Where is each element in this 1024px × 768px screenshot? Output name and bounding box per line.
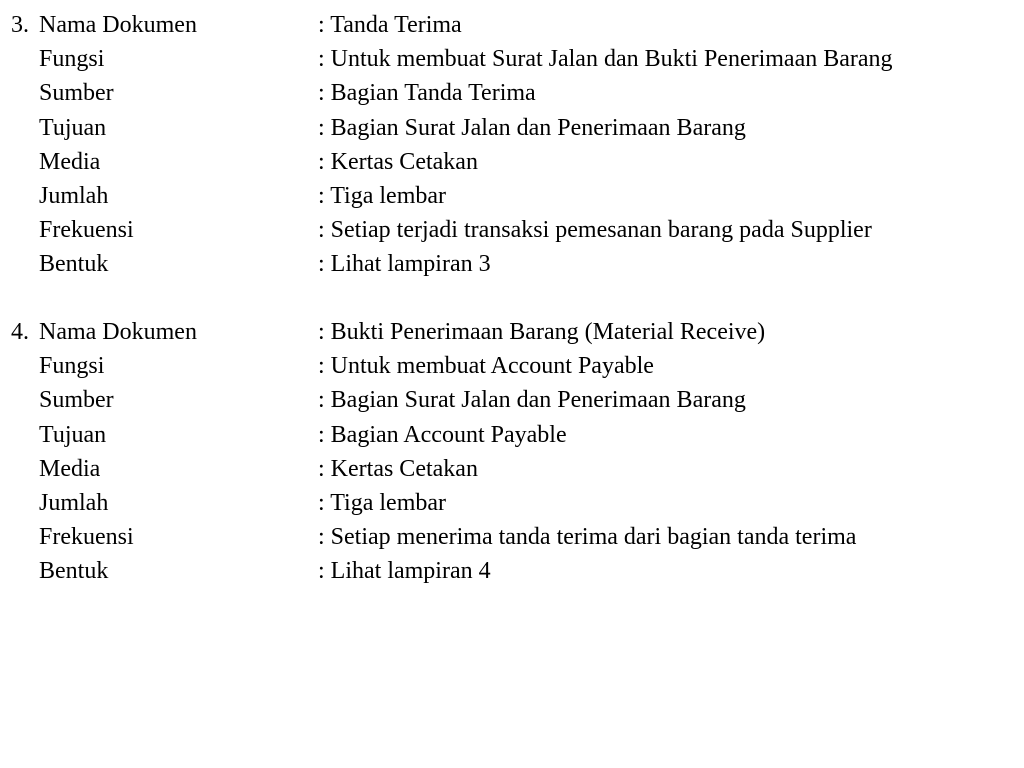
field-label: Tujuan bbox=[39, 114, 107, 141]
field-value: : Tiga lembar bbox=[318, 489, 447, 516]
field-label: Nama Dokumen bbox=[39, 319, 197, 345]
document-row-tujuan bbox=[0, 111, 1024, 145]
field-value: : Bagian Surat Jalan dan Penerimaan Barang bbox=[318, 387, 746, 414]
field-value: : Kertas Cetakan bbox=[318, 148, 478, 175]
field-label: Nama Dokumen bbox=[39, 12, 197, 38]
document-section-3 bbox=[0, 8, 1024, 282]
field-value: : Lihat lampiran 4 bbox=[318, 558, 491, 585]
document-row-tujuan bbox=[0, 418, 1024, 452]
document-row-fungsi bbox=[0, 42, 1024, 76]
document-row-jumlah bbox=[0, 179, 1024, 213]
field-value: : Lihat lampiran 3 bbox=[318, 251, 491, 278]
field-value: : Untuk membuat Surat Jalan dan Bukti Penerimaan Barang bbox=[318, 46, 893, 73]
field-value: : Setiap terjadi transaksi pemesanan barang pada Supplier bbox=[318, 217, 872, 244]
document-row-sumber bbox=[0, 76, 1024, 110]
document-row-frekuensi bbox=[0, 213, 1024, 247]
field-label: Bentuk bbox=[39, 558, 109, 585]
field-label: Tujuan bbox=[39, 421, 107, 448]
document-row-bentuk bbox=[0, 554, 1024, 588]
document-section-4 bbox=[0, 315, 1024, 589]
field-label: Jumlah bbox=[39, 489, 109, 516]
document-row-nama-dokumen bbox=[0, 8, 1024, 42]
field-label: Sumber bbox=[39, 80, 114, 107]
section-number: 3. bbox=[11, 12, 29, 38]
field-value: : Bukti Penerimaan Barang (Material Receive) bbox=[318, 319, 766, 345]
field-label: Fungsi bbox=[39, 353, 105, 380]
field-label: Bentuk bbox=[39, 251, 109, 278]
field-label: Jumlah bbox=[39, 182, 109, 209]
field-label: Media bbox=[39, 148, 101, 175]
field-value: : Bagian Tanda Terima bbox=[318, 80, 536, 107]
field-value: : Tiga lembar bbox=[318, 182, 447, 209]
document-row-media bbox=[0, 145, 1024, 179]
field-value: : Setiap menerima tanda terima dari bagian tanda terima bbox=[318, 524, 857, 551]
field-label: Frekuensi bbox=[39, 524, 134, 551]
field-value: : Kertas Cetakan bbox=[318, 455, 478, 482]
document-row-sumber bbox=[0, 383, 1024, 417]
document-row-fungsi bbox=[0, 349, 1024, 383]
document-row-bentuk bbox=[0, 247, 1024, 281]
field-value: : Bagian Surat Jalan dan Penerimaan Barang bbox=[318, 114, 746, 141]
document-row-frekuensi bbox=[0, 520, 1024, 554]
field-label: Sumber bbox=[39, 387, 114, 414]
field-value: : Tanda Terima bbox=[318, 12, 462, 38]
document-row-jumlah bbox=[0, 486, 1024, 520]
field-value: : Bagian Account Payable bbox=[318, 421, 567, 448]
field-value: : Untuk membuat Account Payable bbox=[318, 353, 654, 380]
section-number: 4. bbox=[11, 319, 29, 345]
field-label: Frekuensi bbox=[39, 217, 134, 244]
document-row-media bbox=[0, 452, 1024, 486]
field-label: Media bbox=[39, 455, 101, 482]
document-row-nama-dokumen bbox=[0, 315, 1024, 349]
field-label: Fungsi bbox=[39, 46, 105, 73]
